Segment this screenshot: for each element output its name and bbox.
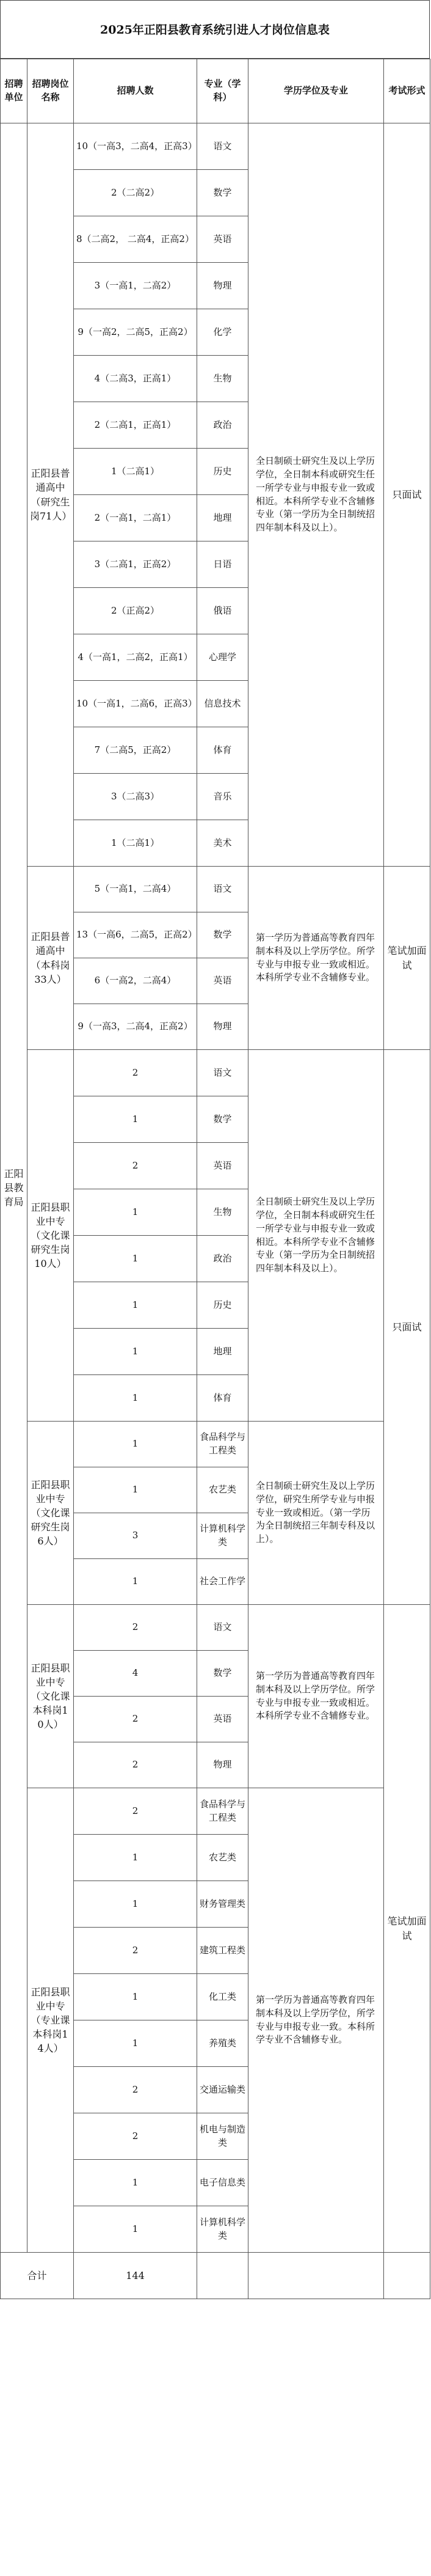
count-cell: 1 [74,2160,197,2206]
major-cell: 生物 [197,1189,248,1236]
major-cell: 物理 [197,263,248,309]
table-row [1,1605,430,1651]
count-cell: 1 [74,2020,197,2067]
count-cell: 2（正高2） [74,588,197,634]
g6-post-name: 正阳县职业中专（专业课本科岗14人） [27,1788,74,2253]
major-cell: 地理 [197,495,248,541]
table-row [1,123,430,170]
major-cell: 化工类 [197,1974,248,2020]
count-cell: 6（一高2，二高4） [74,958,197,1004]
major-cell: 美术 [197,820,248,867]
major-cell: 日语 [197,541,248,588]
count-cell: 13（一高6，二高5，正高2） [74,912,197,958]
count-cell: 1 [74,1096,197,1143]
count-cell: 2（二高1，正高1） [74,402,197,449]
total-row [1,2253,430,2299]
count-cell: 10（一高1，二高6，正高3） [74,681,197,727]
count-cell: 2（一高1，二高1） [74,495,197,541]
major-cell: 农艺类 [197,1835,248,1881]
major-cell: 社会工作学 [197,1559,248,1605]
major-cell: 养殖类 [197,2020,248,2067]
header-post: 招聘岗位名称 [27,59,74,123]
count-cell: 2 [74,1050,197,1096]
count-cell: 8（二高2， 二高4，正高2） [74,216,197,263]
count-cell: 1 [74,1422,197,1467]
document-title: 2025年正阳县教育系统引进人才岗位信息表 [0,0,430,59]
major-cell: 农艺类 [197,1467,248,1513]
g5-edu-requirement: 第一学历为普通高等教育四年制本科及以上学历学位。所学专业与申报专业一致或相近。本科所学专业不含辅修专业。 [248,1605,384,1788]
g4-post-name: 正阳县职业中专（文化课研究生岗6人） [27,1422,74,1605]
count-cell: 2 [74,2113,197,2160]
major-cell: 食品科学与工程类 [197,1788,248,1835]
count-cell: 1 [74,1974,197,2020]
g5-post-name: 正阳县职业中专（文化课本科岗10人） [27,1605,74,1788]
major-cell: 政治 [197,1236,248,1282]
major-cell: 机电与制造类 [197,2113,248,2160]
count-cell: 9（一高3，二高4，正高2） [74,1004,197,1050]
major-cell: 计算机科学类 [197,2206,248,2253]
count-cell: 4（一高1，二高2，正高1） [74,634,197,681]
major-cell: 语文 [197,867,248,912]
count-cell: 5（一高1，二高4） [74,867,197,912]
count-cell: 2 [74,2067,197,2113]
major-cell: 历史 [197,1282,248,1329]
major-cell: 体育 [197,727,248,774]
major-cell: 交通运输类 [197,2067,248,2113]
major-cell: 财务管理类 [197,1881,248,1928]
major-cell: 食品科学与工程类 [197,1422,248,1467]
table-row [1,1422,430,1467]
major-cell: 数学 [197,1096,248,1143]
major-cell: 体育 [197,1375,248,1422]
major-cell: 英语 [197,1697,248,1742]
count-cell: 1 [74,1467,197,1513]
count-cell: 2 [74,1143,197,1189]
count-cell: 1（二高1） [74,449,197,495]
header-unit: 招聘单位 [1,59,27,123]
g3-edu-requirement: 全日制硕士研究生及以上学历学位，全日制本科或研究生任一所学专业与申报专业一致或相近。本科所学专业不含辅修专业（第一学历为全日制统招四年制本科及以上）。 [248,1050,384,1422]
major-cell: 计算机科学类 [197,1513,248,1559]
major-cell: 语文 [197,1605,248,1651]
total-blank [248,2253,384,2299]
major-cell: 英语 [197,958,248,1004]
g2-post-name: 正阳县普通高中（本科岗33人） [27,867,74,1050]
total-label: 合计 [1,2253,74,2299]
total-blank [197,2253,248,2299]
count-cell: 7（二高5，正高2） [74,727,197,774]
major-cell: 数学 [197,1651,248,1697]
g1-edu-requirement: 全日制硕士研究生及以上学历学位，全日制本科或研究生任一所学专业与申报专业一致或相近。本科所学专业不含辅修专业（第一学历为全日制统招四年制本科及以上）。 [248,123,384,867]
count-cell: 1 [74,1835,197,1881]
major-cell: 信息技术 [197,681,248,727]
table-row [1,867,430,912]
g4-edu-requirement: 全日制硕士研究生及以上学历学位，研究生所学专业与申报专业一致或相近。（第一学历为全日制统招三年制专科及以上）。 [248,1422,384,1605]
count-cell: 1 [74,2206,197,2253]
major-cell: 物理 [197,1742,248,1788]
major-cell: 语文 [197,123,248,170]
count-cell: 10（一高3，二高4，正高3） [74,123,197,170]
major-cell: 音乐 [197,774,248,820]
g6-edu-requirement: 第一学历为普通高等教育四年制本科及以上学历学位，所学专业与申报专业一致。本科所学专业不含辅修专业。 [248,1788,384,2253]
major-cell: 生物 [197,356,248,402]
count-cell: 2 [74,1928,197,1974]
total-blank [384,2253,430,2299]
major-cell: 政治 [197,402,248,449]
total-value: 144 [74,2253,197,2299]
count-cell: 1（二高1） [74,820,197,867]
count-cell: 9（一高2，二高5，正高2） [74,309,197,356]
count-cell: 1 [74,1282,197,1329]
major-cell: 建筑工程类 [197,1928,248,1974]
header-exam: 考试形式 [384,59,430,123]
major-cell: 化学 [197,309,248,356]
major-cell: 心理学 [197,634,248,681]
count-cell: 2 [74,1742,197,1788]
g1-exam-form: 只面试 [384,123,430,867]
header-count: 招聘人数 [74,59,197,123]
g1-post-name: 正阳县普通高中（研究生岗71人） [27,123,74,867]
major-cell: 英语 [197,216,248,263]
count-cell: 1 [74,1329,197,1375]
g2-edu-requirement: 第一学历为普通高等教育四年制本科及以上学历学位。所学专业与申报专业一致或相近。本科所学专业不含辅修专业。 [248,867,384,1050]
header-row [1,59,430,123]
major-cell: 地理 [197,1329,248,1375]
job-table [0,59,430,2299]
major-cell: 数学 [197,170,248,216]
job-table-body [1,59,430,2299]
count-cell: 1 [74,1881,197,1928]
count-cell: 2（二高2） [74,170,197,216]
count-cell: 3（二高3） [74,774,197,820]
major-cell: 数学 [197,912,248,958]
count-cell: 1 [74,1559,197,1605]
major-cell: 语文 [197,1050,248,1096]
table-row [1,1788,430,1835]
unit-name: 正阳县教育局 [1,123,27,2253]
header-edu: 学历学位及专业 [248,59,384,123]
major-cell: 英语 [197,1143,248,1189]
major-cell: 电子信息类 [197,2160,248,2206]
count-cell: 1 [74,1236,197,1282]
table-row [1,1050,430,1096]
major-cell: 物理 [197,1004,248,1050]
count-cell: 4 [74,1651,197,1697]
count-cell: 2 [74,1697,197,1742]
g3-exam-form: 只面试 [384,1050,430,1605]
count-cell: 3（一高1，二高2） [74,263,197,309]
major-cell: 历史 [197,449,248,495]
count-cell: 3（二高1，正高2） [74,541,197,588]
count-cell: 2 [74,1605,197,1651]
g5-exam-form: 笔试加面试 [384,1605,430,2253]
count-cell: 3 [74,1513,197,1559]
count-cell: 2 [74,1788,197,1835]
count-cell: 1 [74,1189,197,1236]
count-cell: 1 [74,1375,197,1422]
g3-post-name: 正阳县职业中专（文化课研究生岗10人） [27,1050,74,1422]
count-cell: 4（二高3，正高1） [74,356,197,402]
g2-exam-form: 笔试加面试 [384,867,430,1050]
major-cell: 俄语 [197,588,248,634]
header-major: 专业（学科） [197,59,248,123]
